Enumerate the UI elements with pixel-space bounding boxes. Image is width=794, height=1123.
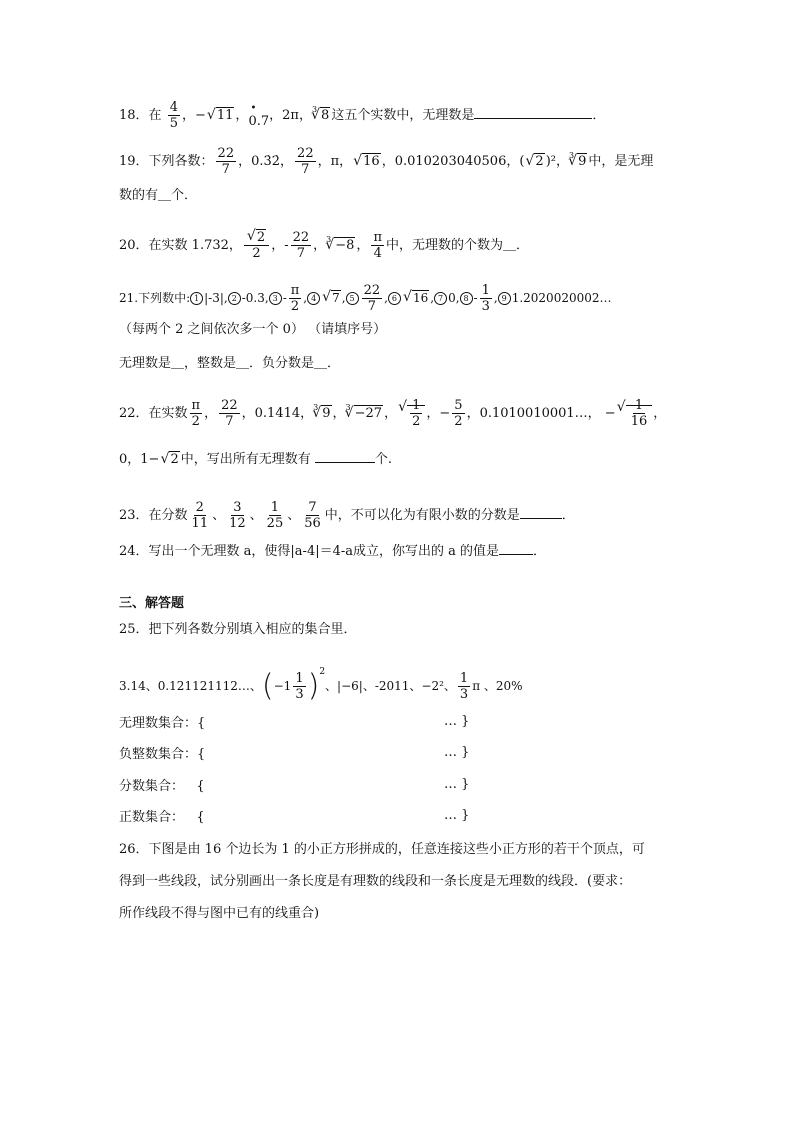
set-irrational xyxy=(119,714,205,734)
exponent: 2 xyxy=(319,667,326,677)
circled-number: 8 xyxy=(460,292,473,305)
text: ，− xyxy=(181,108,206,123)
set-negative-integer xyxy=(119,745,205,765)
text: ． xyxy=(592,108,606,123)
text: 数的有＿个． xyxy=(119,188,198,203)
circled-number: 9 xyxy=(498,292,511,305)
q19-label: 19．下列各数： xyxy=(119,154,214,169)
section-title: 三、解答题 xyxy=(119,596,185,611)
q20-label: 20．在实数 1.732， xyxy=(119,238,242,253)
text: - xyxy=(282,291,287,305)
text: 、|−6|、-2011、−2²、 xyxy=(325,679,456,693)
cbrt: √ 9 xyxy=(568,152,587,172)
fraction: $\frac{1}{3}$ xyxy=(459,671,469,702)
question-21-note xyxy=(119,320,386,340)
question-19 xyxy=(119,146,653,177)
question-25-numbers xyxy=(119,662,523,702)
text: 无理数是＿，整数是＿．负分数是＿． xyxy=(119,356,341,371)
answer-blank[interactable] xyxy=(520,506,562,519)
fraction: $\frac{2}{11}$ xyxy=(191,500,209,531)
fraction: $\frac{22}{7}$ xyxy=(217,146,235,177)
set-positive xyxy=(119,808,205,828)
text: −1 xyxy=(273,679,292,693)
question-18 xyxy=(119,100,605,132)
text: )²， xyxy=(545,154,569,169)
set-end: … } xyxy=(444,777,470,792)
question-21-answer xyxy=(119,354,340,374)
text: 所作线段不得与图中已有的线重合) xyxy=(119,906,320,921)
sqrt: √ 11 xyxy=(207,106,235,126)
sqrt: √ 2 xyxy=(160,450,179,470)
repeating-decimal: 0.7 • xyxy=(248,112,269,132)
root-index: 3 xyxy=(311,105,318,114)
q18-label: 18．在 xyxy=(119,108,162,123)
set-label: 负整数集合：{ xyxy=(119,747,206,762)
text: ， xyxy=(235,108,249,123)
left-paren: ( xyxy=(261,668,274,704)
sqrt: √ $\frac{1}{16}$ xyxy=(617,398,653,429)
q22-label: 22．在实数 xyxy=(119,406,188,421)
circled-number: 3 xyxy=(269,292,282,305)
text: ， xyxy=(313,238,327,253)
set-label: 正数集合： { xyxy=(119,810,205,825)
fraction: $\frac{1}{3}$ xyxy=(295,671,304,702)
fraction: $\frac{22}{7}$ xyxy=(297,146,314,177)
text: 中，无理数的个数为＿． xyxy=(385,238,529,253)
cbrt: √ 9 xyxy=(312,404,331,424)
question-25 xyxy=(119,620,357,640)
question-19-line2 xyxy=(119,186,197,206)
text: π 、20% xyxy=(472,679,523,693)
text: 个. xyxy=(374,452,393,467)
sqrt: √ 7 xyxy=(322,288,341,308)
root-index: 3 xyxy=(326,235,332,244)
fraction: √ $\frac{2}{2}$ xyxy=(244,230,269,261)
fraction: $\frac{1}{25}$ xyxy=(266,500,284,531)
text: ， xyxy=(332,406,346,421)
text: 24．写出一个无理数 a，使得|a-4|＝4-a成立，你写出的 a 的值是 xyxy=(119,544,500,559)
question-22 xyxy=(119,398,666,429)
set-label: 分数集合： { xyxy=(119,779,205,794)
sqrt: √ 16 xyxy=(353,152,381,172)
text: ，π， xyxy=(317,154,353,169)
q23-label: 23．在分数 xyxy=(119,508,188,523)
text: ，0.1414， xyxy=(241,406,314,421)
text: ，- xyxy=(271,238,289,253)
set-label: 无理数集合：{ xyxy=(119,716,206,731)
text: ，0.010203040506，( xyxy=(381,154,525,169)
question-20 xyxy=(119,230,529,261)
cbrt: √ 8 xyxy=(311,106,330,126)
text: 0, xyxy=(448,291,460,305)
question-26-line2 xyxy=(119,872,631,892)
circled-number: 2 xyxy=(228,292,241,305)
q21-label: 21.下列数中: xyxy=(119,291,191,305)
text: |-3|, xyxy=(204,291,228,305)
circled-number: 6 xyxy=(388,292,401,305)
root-index: 3 xyxy=(313,403,319,412)
text: 、 xyxy=(249,508,263,523)
text: 中，写出所有无理数有 xyxy=(180,452,311,467)
fraction: $\frac{5}{2}$ xyxy=(454,398,463,429)
text: ，0.1010010001…， − xyxy=(466,406,616,421)
cbrt: √ −8 xyxy=(325,236,355,256)
question-24 xyxy=(119,542,546,562)
text: ， xyxy=(384,406,398,421)
question-23 xyxy=(119,500,575,531)
set-end: … } xyxy=(444,808,470,823)
text: ，0.3̇2̇， xyxy=(238,154,294,169)
fraction: $\frac{7}{56}$ xyxy=(304,500,321,531)
text: -0.3, xyxy=(241,291,269,305)
text: 、 xyxy=(212,508,226,523)
question-21: 21.下列数中: 1 |-3|, 2 -0.3, 3 - $\frac{\pi}{2}$ , 4√ 7 , 5 $\frac{22}{7}$ , 6√ 16 , 7 0, 8 - $\frac{1}{3}$ , 9 1.2020020002… xyxy=(119,283,612,314)
fraction: $\frac{\pi}{4}$ xyxy=(373,230,382,261)
circled-number: 4 xyxy=(307,292,320,305)
text: 中，不可以化为有限小数的分数是 xyxy=(324,508,520,523)
text: 这五个实数中，无理数是 xyxy=(331,108,475,123)
text: - xyxy=(473,291,478,305)
right-paren: ) xyxy=(307,668,320,704)
text: 得到一些线段，试分别画出一条长度是有理数的线段和一条长度是无理数的线段．(要求： xyxy=(119,874,632,889)
text: 26．下图是由 16 个边长为 1 的小正方形拼成的，任意连接这些小正方形的若干个顶点，可 xyxy=(119,842,645,857)
circled-number: 1 xyxy=(190,292,203,305)
text: 、 xyxy=(287,508,301,523)
fraction: $\frac{3}{12}$ xyxy=(229,500,246,531)
circled-number: 5 xyxy=(346,292,359,305)
sqrt: √ 16 xyxy=(403,288,429,308)
text: （每两个 2 之间依次多一个 0） （请填序号） xyxy=(119,322,387,337)
text: ， xyxy=(653,406,667,421)
fraction: $\frac{\pi}{2}$ xyxy=(290,283,300,314)
text: ， xyxy=(204,406,218,421)
set-end: … } xyxy=(444,745,470,760)
set-fraction xyxy=(119,777,205,797)
question-26-line1 xyxy=(119,840,645,860)
answer-blank[interactable] xyxy=(315,450,375,463)
text: ，− xyxy=(426,406,451,421)
text: 3.14、0.121121112…、 xyxy=(119,679,262,693)
question-22-line2 xyxy=(119,450,392,470)
text: ． xyxy=(533,544,547,559)
text: ， xyxy=(356,238,370,253)
fraction: $\frac{4}{5}$ xyxy=(169,100,178,131)
sqrt: √ $\frac{1}{2}$ xyxy=(398,398,425,429)
text: 1.2020020002… xyxy=(511,291,612,305)
circled-number: 7 xyxy=(434,292,447,305)
text: 25．把下列各数分别填入相应的集合里． xyxy=(119,622,357,637)
cbrt: √ −27 xyxy=(345,404,383,424)
answer-blank[interactable] xyxy=(499,542,533,555)
sqrt: √ 2 xyxy=(525,152,544,172)
root-index: 3 xyxy=(569,151,575,160)
question-26-line3 xyxy=(119,904,319,924)
text: ，2π， xyxy=(269,108,312,123)
fraction: $\frac{22}{7}$ xyxy=(221,398,238,429)
fraction: $\frac{1}{3}$ xyxy=(481,283,490,314)
text: 中，是无理 xyxy=(588,154,654,169)
fraction: $\frac{\pi}{2}$ xyxy=(191,398,201,429)
set-end: … } xyxy=(444,714,470,729)
fraction: $\frac{22}{7}$ xyxy=(292,230,310,261)
text: ． xyxy=(561,508,575,523)
fraction: $\frac{22}{7}$ xyxy=(363,283,381,314)
root-index: 3 xyxy=(345,403,351,412)
answer-blank[interactable] xyxy=(474,106,592,119)
text: 0，1− xyxy=(119,452,160,467)
